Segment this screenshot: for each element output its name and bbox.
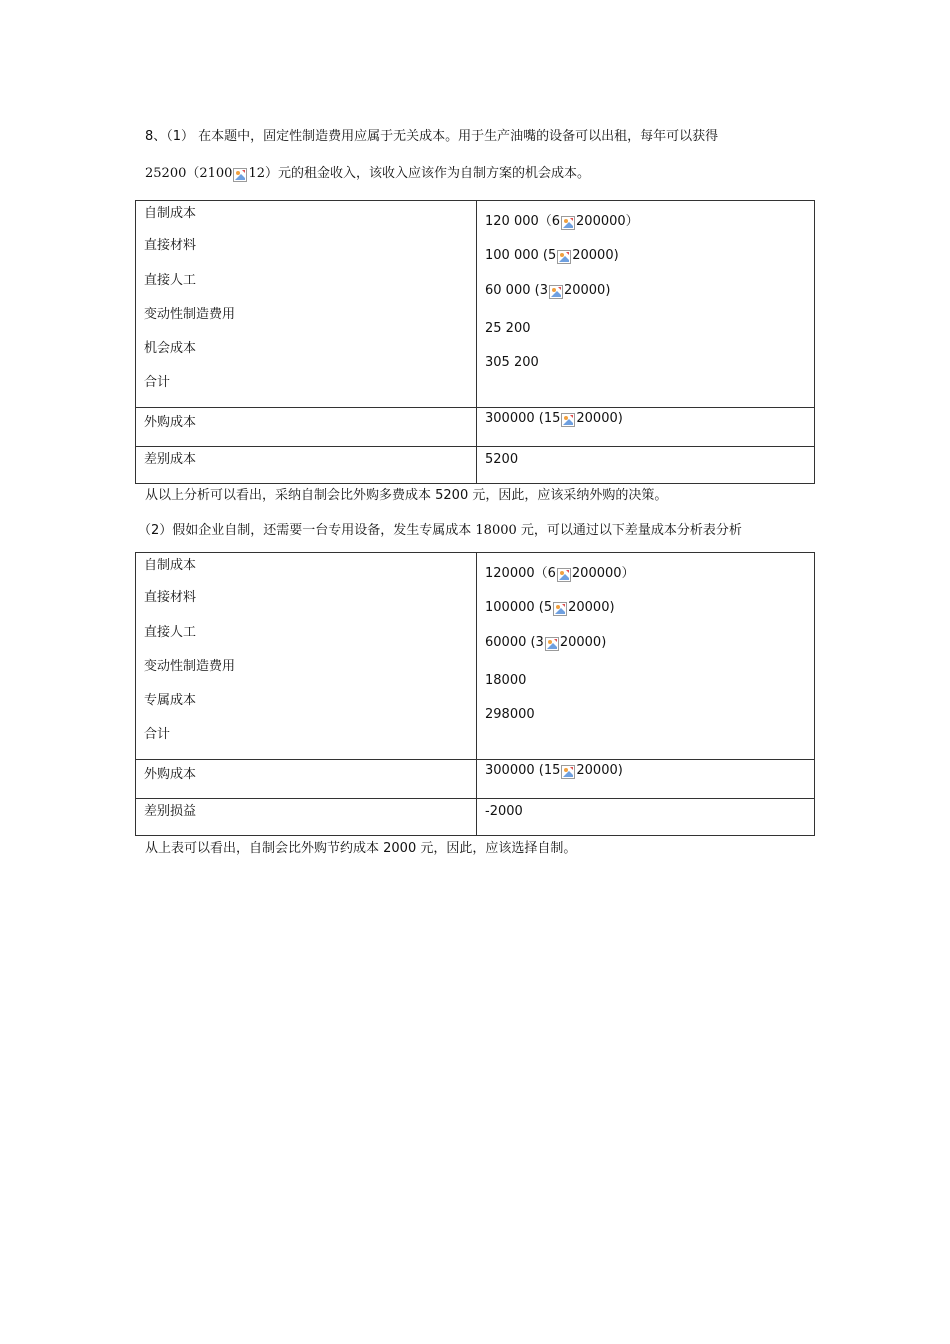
conclusion-1: 从以上分析可以看出，采纳自制会比外购多费成本 5200 元，因此，应该采纳外购的决策。 bbox=[145, 488, 668, 503]
row-value bbox=[485, 280, 806, 314]
row-label: 变动性制造费用 bbox=[144, 658, 236, 674]
table-row bbox=[136, 408, 815, 447]
broken-image-icon bbox=[553, 602, 567, 616]
row-label: 机会成本 bbox=[144, 341, 197, 357]
value-part: 300000 (15 bbox=[485, 411, 561, 426]
diff-value: -2000 bbox=[477, 799, 815, 836]
purchase-label: 外购成本 bbox=[136, 760, 477, 799]
row-label: 变动性制造费用 bbox=[144, 306, 236, 322]
broken-image-icon bbox=[557, 250, 571, 264]
broken-image-icon bbox=[561, 216, 575, 230]
broken-image-icon bbox=[561, 413, 575, 427]
row-value bbox=[485, 245, 806, 279]
purchase-value bbox=[477, 760, 815, 799]
row-label: 自制成本 bbox=[144, 558, 197, 573]
value-part: 20000) bbox=[572, 248, 619, 264]
value-part: 60000 (3 bbox=[485, 634, 544, 650]
broken-image-icon bbox=[233, 168, 247, 182]
row-value bbox=[485, 563, 806, 597]
conclusion-2: 从上表可以看出，自制会比外购节约成本 2000 元，因此，应该选择自制。 bbox=[145, 841, 577, 856]
purchase-label: 外购成本 bbox=[136, 408, 477, 447]
row-value: 298000 bbox=[485, 707, 535, 723]
table-cell-values bbox=[477, 553, 815, 760]
value-part: 200000） bbox=[576, 214, 639, 229]
value-part: 300000 (15 bbox=[485, 763, 561, 778]
diff-label: 差别损益 bbox=[136, 799, 477, 836]
row-label: 直接人工 bbox=[144, 624, 197, 640]
value-part: 100000 (5 bbox=[485, 600, 553, 616]
broken-image-icon bbox=[549, 285, 563, 299]
row-label: 自制成本 bbox=[144, 206, 197, 221]
part-2-text-b: 元，可以通过以下差量成本分析表分析 bbox=[516, 523, 742, 538]
row-label: 直接人工 bbox=[144, 272, 197, 288]
table-row bbox=[136, 553, 815, 760]
purchase-value bbox=[477, 408, 815, 447]
row-value bbox=[485, 597, 806, 631]
row-value: 305 200 bbox=[485, 355, 539, 371]
intro-line-1: 8、（1） 在本题中，固定性制造费用应属于无关成本。用于生产油嘴的设备可以出租，每年可以获得 bbox=[145, 129, 719, 144]
table-cell-values bbox=[477, 201, 815, 408]
table-cell-labels bbox=[136, 553, 477, 760]
value-part: 100 000 (5 bbox=[485, 248, 557, 264]
part-2-number: 18000 bbox=[475, 523, 517, 538]
diff-label: 差别成本 bbox=[136, 447, 477, 484]
table-row bbox=[136, 799, 815, 836]
value-part: 120000（6 bbox=[485, 566, 556, 581]
table-row bbox=[136, 201, 815, 408]
part-2-intro bbox=[138, 522, 742, 540]
row-value: 25 200 bbox=[485, 320, 531, 336]
row-value: 18000 bbox=[485, 672, 527, 688]
row-label: 直接材料 bbox=[144, 238, 197, 254]
intro-line-2 bbox=[145, 165, 590, 183]
value-part: 20000) bbox=[563, 282, 611, 298]
row-label: 合计 bbox=[144, 375, 171, 391]
row-label: 合计 bbox=[144, 727, 171, 743]
broken-image-icon bbox=[557, 568, 571, 582]
row-label: 专属成本 bbox=[144, 693, 197, 709]
table-row bbox=[136, 447, 815, 484]
value-part: 200000） bbox=[571, 566, 635, 581]
broken-image-icon bbox=[545, 637, 559, 651]
table-row bbox=[136, 760, 815, 799]
value-part: 60 000 (3 bbox=[485, 282, 548, 298]
value-part: 120 000（6 bbox=[485, 214, 561, 229]
value-part: 20000) bbox=[576, 411, 623, 426]
row-label: 直接材料 bbox=[144, 590, 197, 606]
cost-table-2 bbox=[135, 552, 815, 836]
row-value bbox=[485, 632, 806, 666]
row-value bbox=[485, 211, 806, 245]
broken-image-icon bbox=[561, 765, 575, 779]
table-cell-labels bbox=[136, 201, 477, 408]
intro-line-2-mid: 12）元的租金收入，该收入应该作为自制方案的机会成本。 bbox=[248, 166, 590, 181]
value-part: 20000) bbox=[559, 634, 607, 650]
value-part: 20000) bbox=[568, 600, 615, 616]
cost-table-1 bbox=[135, 200, 815, 484]
diff-value: 5200 bbox=[477, 447, 815, 484]
intro-line-2-start: 25200（2100 bbox=[145, 166, 233, 181]
value-part: 20000) bbox=[576, 763, 623, 778]
part-2-text-a: （2）假如企业自制，还需要一台专用设备，发生专属成本 bbox=[138, 523, 476, 538]
